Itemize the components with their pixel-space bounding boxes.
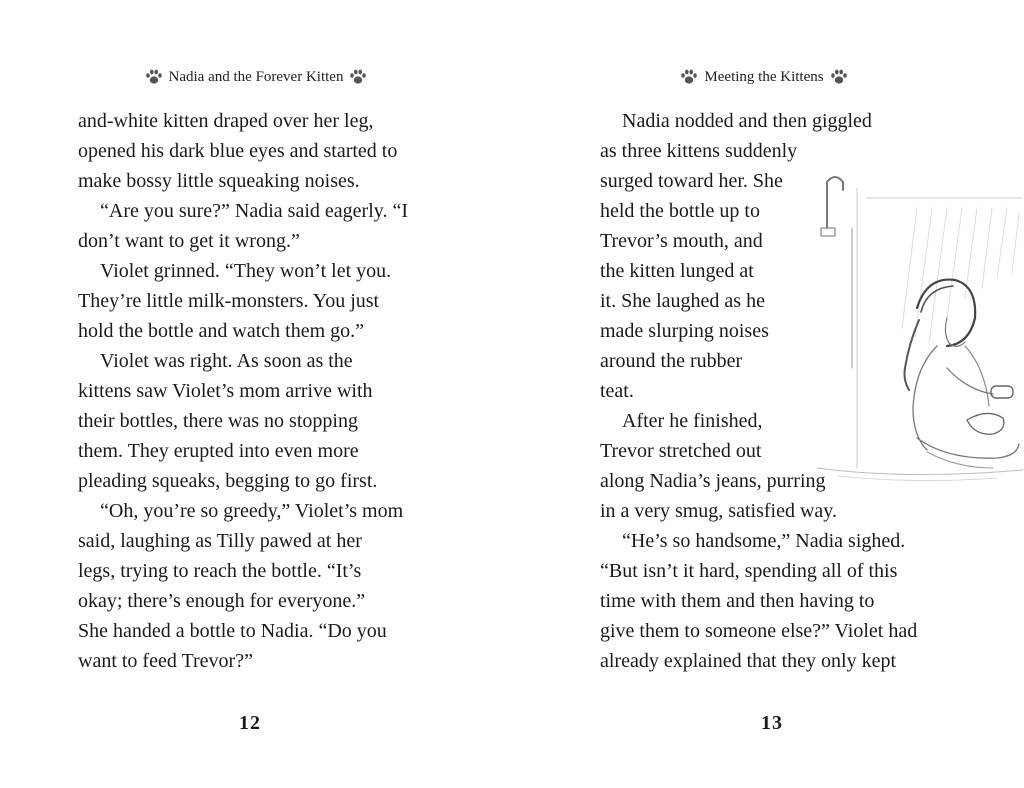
text-line: time with them and then having to [600, 590, 875, 612]
text-line: already explained that they only kept [600, 650, 897, 672]
text-line: as three kittens suddenly [600, 140, 798, 162]
text-line: hold the bottle and watch them go.” [78, 320, 365, 342]
running-head-title: Nadia and the Forever Kitten [168, 68, 344, 85]
text-line: After he finished, [622, 410, 763, 432]
text-line: them. They erupted into even more [78, 440, 359, 462]
text-line: “He’s so handsome,” Nadia sighed. [622, 530, 906, 552]
text-line: kittens saw Violet’s mom arrive with [78, 380, 373, 402]
running-head-title: Meeting the Kittens [704, 68, 824, 85]
page-number: 12 [239, 712, 261, 734]
paw-print-icon [145, 69, 163, 85]
text-line: the kitten lunged at [600, 260, 754, 282]
right-running-head [508, 64, 1020, 90]
text-line: “But isn’t it hard, spending all of this [600, 560, 898, 582]
text-line: said, laughing as Tilly pawed at her [78, 530, 362, 552]
text-line: don’t want to get it wrong.” [78, 230, 300, 252]
right-page [512, 0, 1024, 788]
girl-bottle-feeding-kitten-sketch [797, 168, 1024, 488]
text-line: surged toward her. She [600, 170, 783, 192]
left-running-head [0, 64, 512, 90]
text-line: Nadia nodded and then giggled [622, 110, 872, 132]
page-number: 13 [761, 712, 783, 734]
text-line: around the rubber [600, 350, 743, 372]
text-line: opened his dark blue eyes and started to [78, 140, 398, 162]
paw-print-icon [830, 69, 848, 85]
text-line: “Oh, you’re so greedy,” Violet’s mom [100, 500, 404, 522]
text-line: in a very smug, satisfied way. [600, 500, 837, 522]
text-line: They’re little milk-monsters. You just [78, 290, 380, 312]
text-line: along Nadia’s jeans, purring [600, 470, 826, 492]
text-line: Trevor stretched out [600, 440, 762, 462]
text-line: “Are you sure?” Nadia said eagerly. “I [100, 200, 408, 222]
text-line: want to feed Trevor?” [78, 650, 253, 672]
text-line: pleading squeaks, begging to go first. [78, 470, 378, 492]
text-line: held the bottle up to [600, 200, 760, 222]
paw-print-icon [349, 69, 367, 85]
text-line: give them to someone else?” Violet had [600, 620, 918, 642]
text-line: it. She laughed as he [600, 290, 765, 312]
text-line: Trevor’s mouth, and [600, 230, 763, 252]
text-line: legs, trying to reach the bottle. “It’s [78, 560, 362, 582]
text-line: okay; there’s enough for everyone.” [78, 590, 366, 612]
text-line: Violet was right. As soon as the [100, 350, 353, 372]
left-page-body [78, 106, 478, 676]
text-line: made slurping noises [600, 320, 769, 342]
text-line: She handed a bottle to Nadia. “Do you [78, 620, 387, 642]
text-line: teat. [600, 380, 634, 402]
text-line: their bottles, there was no stopping [78, 410, 358, 432]
text-line: and-white kitten draped over her leg, [78, 110, 374, 132]
paw-print-icon [680, 69, 698, 85]
text-line: Violet grinned. “They won’t let you. [100, 260, 392, 282]
text-line: make bossy little squeaking noises. [78, 170, 360, 192]
